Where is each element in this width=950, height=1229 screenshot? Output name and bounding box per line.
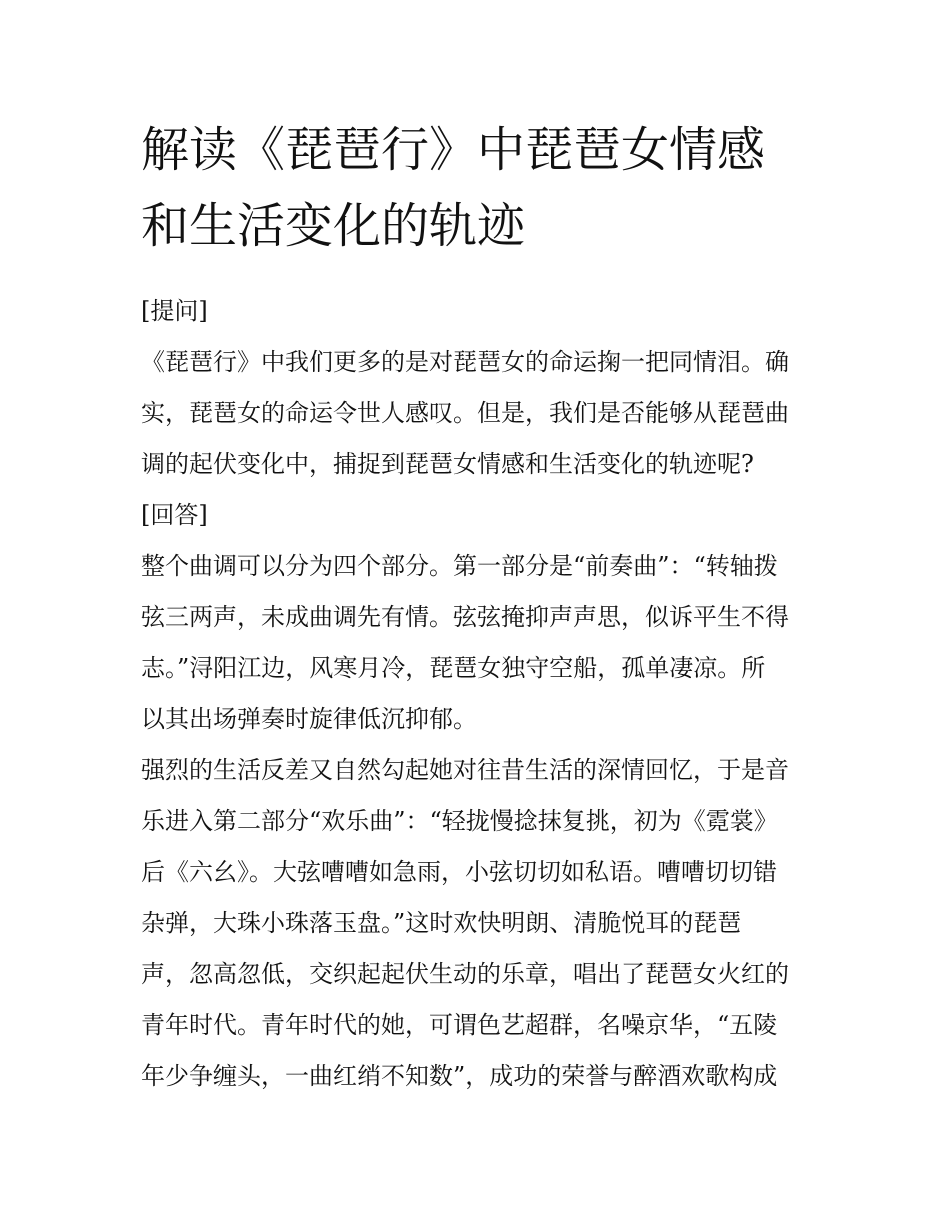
paragraph-line: 《琵琶行》中我们更多的是对琵琶女的命运掬一把同情泪。确 [141,348,789,376]
title-line: 和生活变化的轨迹 [141,198,526,254]
paragraph-line: 整个曲调可以分为四个部分。第一部分是“前奏曲”：“转轴拨 [141,552,778,580]
paragraph-line: 志。”浔阳江边，风寒月冷，琵琶女独守空船，孤单凄凉。所 [141,654,766,682]
answer-paragraph-2 [141,745,813,1102]
question-label: [提问] [141,297,208,325]
answer-paragraph-1 [141,541,813,745]
paragraph-line: 声，忽高忽低，交织起起伏生动的乐章，唱出了琵琶女火红的 [141,960,789,988]
paragraph-line: 青年时代。青年时代的她，可谓色艺超群，名噪京华，“五陵 [141,1011,778,1039]
document-body [141,286,813,1102]
paragraph-line: 年少争缠头，一曲红绡不知数”，成功的荣誉与醉酒欢歌构成 [141,1062,778,1090]
paragraph-line: 后《六幺》。大弦嘈嘈如急雨，小弦切切如私语。嘈嘈切切错 [141,858,777,886]
answer-label: [回答] [141,501,208,529]
question-paragraph [141,337,813,490]
paragraph-line: 杂弹，大珠小珠落玉盘。”这时欢快明朗、清脆悦耳的琵琶 [141,909,742,937]
paragraph-line: 调的起伏变化中，捕捉到琵琶女情感和生活变化的轨迹呢? [141,450,754,478]
paragraph-line: 强烈的生活反差又自然勾起她对往昔生活的深情回忆，于是音 [141,756,789,784]
paragraph-line: 实，琵琶女的命运令世人感叹。但是，我们是否能够从琵琶曲 [141,399,789,427]
paragraph-line: 乐进入第二部分“欢乐曲”：“轻拢慢捻抹复挑，初为《霓裳》 [141,807,778,835]
document-title [141,112,813,264]
title-line: 解读《琵琶行》中琵琶女情感 [141,122,766,178]
paragraph-line: 弦三两声，未成曲调先有情。弦弦掩抑声声思，似诉平生不得 [141,603,789,631]
paragraph-line: 以其出场弹奏时旋律低沉抑郁。 [141,705,477,733]
document-content [141,112,813,1102]
